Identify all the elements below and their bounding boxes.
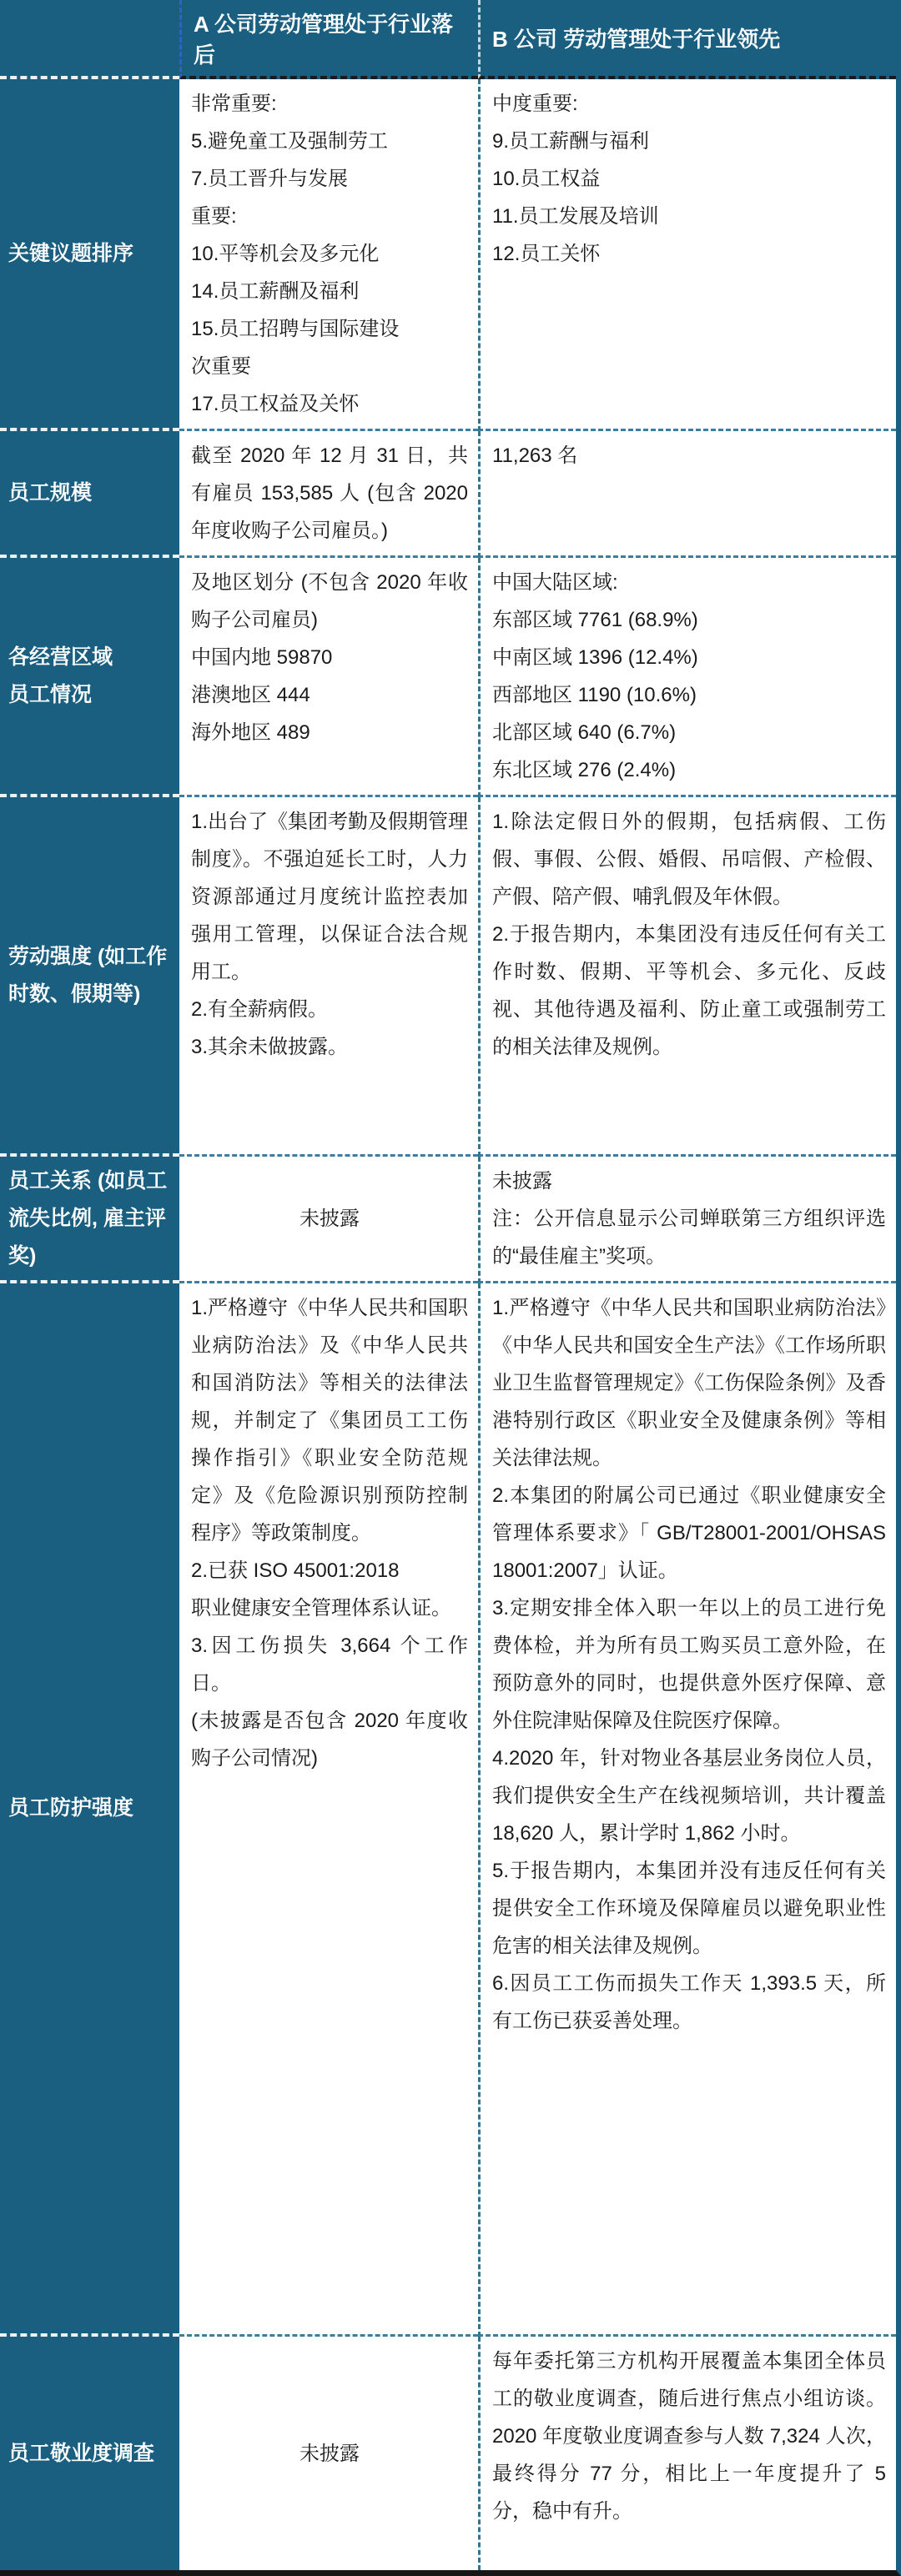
table-row-key-issues — [0, 79, 896, 431]
text-line: 中度重要: — [492, 93, 578, 115]
text-line: 西部地区 1190 (10.6%) — [492, 684, 697, 706]
text-line: 员工情况 — [8, 682, 93, 706]
text-line: 10.平等机会及多元化 — [191, 243, 380, 265]
text-line: 3.定期安排全体入职一年以上的员工进行免费体检，并为所有员工购买员工意外险，在预防意外的同时，也提供意外医疗保障、意外住院津贴保障及住院医疗保障。 — [492, 1597, 886, 1732]
row-label-employee-protection — [0, 1283, 179, 2337]
text-line: 东北区域 276 (2.4%) — [492, 759, 677, 781]
text-line: 2.已获 ISO 45001:2018 — [191, 1559, 400, 1582]
row-label-engagement-survey — [0, 2337, 179, 2570]
cell-a-engagement-survey — [179, 2337, 478, 2570]
row-label-labor-intensity — [0, 797, 179, 1157]
table-row-employee-relations — [0, 1157, 896, 1283]
text-line: 14.员工薪酬及福利 — [191, 280, 360, 303]
cell-b-key-issues — [478, 79, 896, 431]
cell-a-labor-intensity — [179, 797, 478, 1157]
table-header-row — [0, 0, 896, 79]
text-line: 职业健康安全管理体系认证。 — [191, 1597, 451, 1619]
text-line: 员工规模 — [8, 480, 93, 505]
table-row-employee-protection — [0, 1283, 896, 2337]
text-line: 1.严格遵守《中华人民共和国职业病防治法》及《中华人民共和国消防法》等相关的法律法规，并制定了《集团员工工伤操作指引》《职业安全防范规定》及《危险源识别预防控制程序》等政策制度。 — [191, 1297, 469, 1544]
text-line: 3.其余未做披露。 — [191, 1036, 349, 1058]
text-line: 及地区划分 (不包含 2020 年收购子公司雇员) — [191, 571, 468, 631]
text-line: 5.于报告期内，本集团并没有违反任何有关提供安全工作环境及保障雇员以避免职业性危害的相关法律及规例。 — [492, 1860, 886, 1957]
cell-a-regional-employees — [179, 558, 478, 797]
cell-a-employee-scale — [179, 431, 478, 558]
text-line: 员工关系 (如员工流失比例, 雇主评奖) — [8, 1168, 168, 1268]
text-line: 7.员工晋升与发展 — [191, 168, 349, 190]
text-line: 1.严格遵守《中华人民共和国职业病防治法》《中华人民共和国安全生产法》《工作场所职业卫生监督管理规定》《工伤保险条例》及香港特别行政区《职业安全及健康条例》等相关法律法规。 — [492, 1297, 886, 1469]
text-line: 员工敬业度调查 — [8, 2441, 155, 2465]
text-line: 劳动强度 (如工作时数、假期等) — [8, 944, 168, 1006]
cell-b-employee-scale — [478, 431, 896, 558]
text-line: 未披露 — [299, 1208, 360, 1230]
text-line: 11,263 名 — [492, 444, 578, 467]
text-line: 关键议题排序 — [8, 241, 134, 265]
header-company-a: A 公司劳动管理处于行业落后 — [179, 0, 478, 79]
text-line: 重要: — [191, 205, 237, 228]
text-line: 1.出台了《集团考勤及假期管理制度》。不强迫延长工时，人力资源部通过月度统计监控表加强用工管理，以保证合法合规用工。 — [191, 811, 469, 983]
cell-b-employee-protection — [478, 1283, 896, 2337]
text-line: 5.避免童工及强制劳工 — [191, 130, 389, 153]
text-line: 截至 2020 年 12 月 31 日，共有雇员 153,585 人 (包含 2020 年度收购子公司雇员。) — [191, 444, 468, 542]
text-line: 2.于报告期内，本集团没有违反任何有关工作时数、假期、平等机会、多元化、反歧视、其他待遇及福利、防止童工或强制劳工的相关法律及规例。 — [492, 923, 886, 1058]
cell-b-employee-relations — [478, 1157, 896, 1283]
cell-b-engagement-survey — [478, 2337, 896, 2570]
text-line: 次重要 — [191, 355, 251, 378]
cell-a-key-issues — [179, 79, 478, 431]
cell-b-labor-intensity — [478, 797, 896, 1157]
text-line: 12.员工关怀 — [492, 243, 601, 265]
text-line: 员工防护强度 — [8, 1796, 134, 1820]
text-line: 港澳地区 444 — [191, 684, 310, 706]
text-line: 东部区域 7761 (68.9%) — [492, 609, 698, 631]
text-line: 中国大陆区域: — [492, 571, 618, 594]
cell-a-employee-protection — [179, 1283, 478, 2337]
text-line: 注：公开信息显示公司蝉联第三方组织评选的“最佳雇主”奖项。 — [492, 1208, 886, 1268]
text-line: 中南区域 1396 (12.4%) — [492, 646, 698, 669]
text-line: 10.员工权益 — [492, 168, 601, 190]
row-label-employee-scale — [0, 431, 179, 558]
text-line: 4.2020 年，针对物业各基层业务岗位人员，我们提供安全生产在线视频培训，共计覆盖 18,620 人，累计学时 1,862 小时。 — [492, 1747, 886, 1845]
text-line: 非常重要: — [191, 93, 277, 115]
row-label-employee-relations — [0, 1157, 179, 1283]
table-row-labor-intensity — [0, 797, 896, 1157]
cell-a-employee-relations — [179, 1157, 478, 1283]
row-label-key-issues — [0, 79, 179, 431]
cell-b-regional-employees — [478, 558, 896, 797]
text-line: 2.本集团的附属公司已通过《职业健康安全管理体系要求》「 GB/T28001-2001/OHSAS 18001:2007」认证。 — [492, 1484, 886, 1582]
header-corner-cell — [0, 0, 179, 79]
table-row-engagement-survey — [0, 2337, 896, 2570]
text-line: 中国内地 59870 — [191, 646, 333, 669]
text-line: 未披露 — [299, 2442, 360, 2465]
table-row-employee-scale — [0, 431, 896, 558]
text-line: 2.有全薪病假。 — [191, 998, 329, 1021]
text-line: 北部区域 640 (6.7%) — [492, 721, 677, 744]
text-line: 各经营区域 — [8, 645, 113, 669]
table-row-regional-employees — [0, 558, 896, 797]
text-line: 6.因员工工伤而损失工作天 1,393.5 天，所有工伤已获妥善处理。 — [492, 1972, 886, 2032]
text-line: 11.员工发展及培训 — [492, 205, 659, 228]
text-line: 海外地区 489 — [191, 721, 310, 744]
text-line: 9.员工薪酬与福利 — [492, 130, 650, 153]
text-line: 未披露 — [492, 1170, 552, 1193]
text-line: 15.员工招聘与国际建设 — [191, 318, 400, 340]
text-line: 每年委托第三方机构开展覆盖本集团全体员工的敬业度调查，随后进行焦点小组访谈。2020 年度敬业度调查参与人数 7,324 人次，最终得分 77 分，相比上一年度提升了 5 分，稳中有升。 — [492, 2350, 886, 2523]
header-company-b: B 公司 劳动管理处于行业领先 — [478, 0, 896, 79]
text-line: 17.员工权益及关怀 — [191, 393, 360, 415]
text-line: (未披露是否包含 2020 年度收购子公司情况) — [191, 1710, 468, 1770]
row-label-regional-employees — [0, 558, 179, 797]
text-line: 1.除法定假日外的假期，包括病假、工伤假、事假、公假、婚假、吊唁假、产检假、产假、陪产假、哺乳假及年休假。 — [492, 811, 886, 908]
text-line: 3.因工伤损失 3,664 个工作日。 — [191, 1634, 468, 1695]
